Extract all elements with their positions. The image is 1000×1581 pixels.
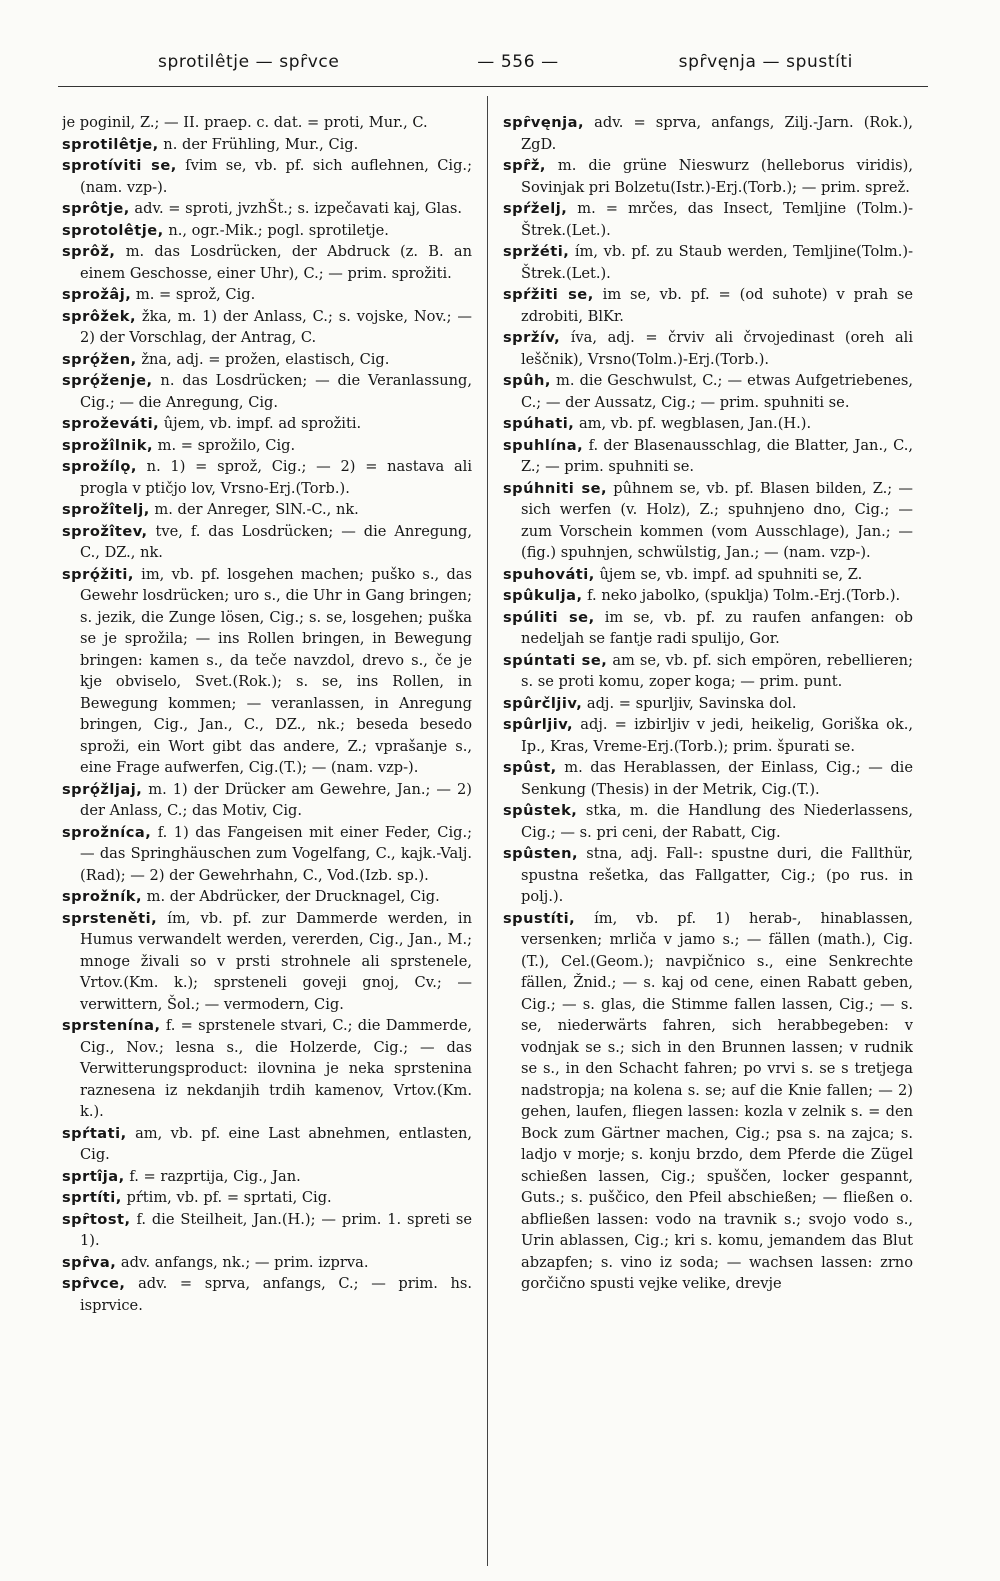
dictionary-entry [503,585,913,607]
dictionary-entry [503,478,913,564]
entry-headword: spúhniti se, [503,479,608,497]
entry-definition: f. der Blasenausschlag, die Blatter, Jan., C., Z.; — prim. spuhniti se. [521,436,913,475]
entry-definition: m. die Geschwulst, C.; — etwas Aufgetriebenes, C.; — der Aussatz, Cig.; — prim. spuhniti se. [521,372,913,411]
entry-headword: sprtíti, [62,1189,122,1206]
page-number: — 556 — [477,52,559,72]
entry-definition: f. neko jabolko, (spuklja) Tolm.-Erj.(Torb.). [587,587,901,604]
entry-headword: sprôž, [62,243,116,260]
entry-headword: spȓtost, [62,1210,131,1228]
entry-headword: sproževáti, [62,415,160,432]
entry-definition: adv. = sprva, anfangs, Zilj.-Jarn. (Rok.), ZgD. [521,114,913,153]
entry-headword: spûh, [503,372,551,389]
entry-headword: sprožîlnik, [62,436,153,454]
entry-headword: sprotíviti se, [62,157,177,174]
entry-headword: sprôtje, [62,200,130,217]
entry-headword: spŕžiti se, [503,286,594,303]
entry-definition: ím, vb. pf. zur Dammerde werden, in Humus verwandelt werden, vererden, Cig., Jan., M.; mnoge živali so v prsti strohnele ali sprstenele, Vrtov.(Km. k.); sprsteneli goveji gnoj, Cv.; — verwittern, Šol.; — vermodern, Cig. [80,909,472,1013]
entry-headword: sprtîja, [62,1167,125,1185]
entry-definition: m. das Herablassen, der Einlass, Cig.; — die Senkung (Thesis) in der Metrik, Cig.(T.). [521,759,913,798]
entry-headword: spȓva, [62,1253,117,1271]
dictionary-entry [62,1252,472,1274]
dictionary-entry [62,1123,472,1166]
dictionary-entry [62,306,472,349]
entry-headword: spûkulja, [503,587,583,604]
right-column [503,112,913,1557]
entry-definition: žna, adj. = prožen, elastisch, Cig. [141,350,390,368]
entry-definition: am, vb. pf. eine Last abnehmen, entlasten, Cig. [80,1124,472,1163]
entry-definition: stka, m. die Handlung des Niederlassens, Cig.; — s. pri ceni, der Rabatt, Cig. [521,802,913,841]
entry-headword: spržéti, [503,243,570,260]
dictionary-entry [62,349,472,371]
dictionary-entry [62,886,472,908]
entry-headword: spûst, [503,759,557,776]
entry-definition: m. = mrčes, das Insect, Temljine (Tolm.)-Štrek.(Let.). [521,200,913,239]
entry-headword: sprǫ́žljaj, [62,780,143,798]
entry-headword: spûrljiv, [503,716,574,733]
entry-definition: stna, adj. Fall-: spustne duri, die Fallthür, spustna rešetka, das Fallgatter, Cig.; (po rus. in polj.). [521,845,913,905]
left-column [62,112,472,1557]
entry-definition: m. der Anreger, SlN.-C., nk. [154,501,359,518]
dictionary-entry [503,435,913,478]
dictionary-entry [503,908,913,1295]
dictionary-entry [503,757,913,800]
entry-definition: adj. = izbirljiv v jedi, heikelig, Goriška ok., Ip., Kras, Vreme-Erj.(Torb.); prim. špurati se. [521,716,913,755]
entry-headword: spŕtati, [62,1124,127,1142]
dictionary-entry [503,693,913,715]
entry-headword: sprǫ́žen, [62,350,137,368]
entry-definition: pŕtim, vb. pf. = sprtati, Cig. [126,1189,332,1206]
entry-definition: n. das Losdrücken; — die Veranlassung, Cig.; — die Anregung, Cig. [80,372,472,411]
entry-headword: spȓvęnja, [503,114,585,131]
dictionary-entry [62,370,472,413]
dictionary-entry [62,134,472,156]
entry-headword: sprožîtev, [62,522,148,540]
entry-definition: m. das Losdrücken, der Abdruck (z. B. an einem Geschosse, einer Uhr), C.; — prim. sprožiti. [80,243,472,282]
entry-headword: spȓž, [503,157,546,174]
header-left-guide-words: sprotilêtje — spȓvce [158,52,340,72]
entry-headword: spustíti, [503,909,576,927]
entry-headword: spûrčljiv, [503,694,583,712]
dictionary-entry [62,435,472,457]
entry-definition: adj. = spurljiv, Savinska dol. [586,694,797,712]
dictionary-entry [62,822,472,887]
dictionary-entry [62,155,472,198]
entry-definition: žka, m. 1) der Anlass, C.; s. vojske, Nov.; — 2) der Vorschlag, der Antrag, C. [80,307,472,346]
dictionary-entry [62,779,472,822]
entry-definition: ſvim se, vb. pf. sich auflehnen, Cig.; (nam. vzp-). [80,157,472,196]
entry-headword: spŕželj, [503,200,568,217]
entry-definition: f. 1) das Fangeisen mit einer Feder, Cig.; — das Springhäuschen zum Vogelfang, C., kajk.-Valj.(Rad); — 2) der Gewehrhahn, C., Vod.(Izb. sp.). [80,823,472,884]
entry-headword: sprôžek, [62,307,136,325]
entry-headword: spúhati, [503,415,575,432]
header-right-guide-words: spȓvęnja — spustíti [678,52,853,72]
page-header [58,52,938,82]
entry-definition: im, vb. pf. losgehen machen; puško s., das Gewehr losdrücken; uro s., die Uhr in Gang bringen; s. jezik, die Zunge lösen, Cig.; s. se, losgehen; puška se je sprožila; — ins Rollen bringen, in Bewegung bringen: kamen s., da teče navzdol, drevo s., če je kje obviselo, Svet.(Rok.); s. se, ins Rollen, in Bewegung kommen; — veranlassen, in Anregung bringen, Cig., Jan., C., DZ., nk.; beseda besedo sproži, ein Wort gibt das andere, Z.; vprašanje s., eine Frage aufwerfen, Cig.(T.); — (nam. vzp-). [80,565,472,776]
entry-headword: spúntati se, [503,651,608,669]
entry-headword: sprožník, [62,888,142,905]
entry-definition: m. 1) der Drücker am Gewehre, Jan.; — 2) der Anlass, C.; das Motiv, Cig. [80,780,472,819]
dictionary-entry [503,714,913,757]
entry-definition: n., ogr.-Mik.; pogl. sprotiletje. [168,221,389,239]
entry-definition: am, vb. pf. wegblasen, Jan.(H.). [578,415,812,432]
entry-definition: n. 1) = sprož, Cig.; — 2) = nastava ali progla v ptičjo lov, Vrsno-Erj.(Torb.). [80,458,472,497]
entry-definition: m. die grüne Nieswurz (helleborus viridis), Sovinjak pri Bolzetu(Istr.)-Erj.(Torb.); — prim. sprež. [521,157,913,196]
entry-headword: sprožílǫ, [62,458,137,475]
entry-headword: spržív, [503,329,561,346]
entry-definition: f. die Steilheit, Jan.(H.); — prim. 1. spreti se 1). [80,1210,472,1249]
dictionary-entry [62,1273,472,1316]
dictionary-entry [503,607,913,650]
entry-headword: sprotolêtje, [62,221,164,239]
entry-headword: spuhováti, [503,565,595,583]
dictionary-entry [503,413,913,435]
entry-headword: spȓvce, [62,1275,126,1292]
dictionary-entry [62,521,472,564]
entry-definition: ím, vb. pf. zu Staub werden, Temljine(Tolm.)-Štrek.(Let.). [521,243,913,282]
entry-definition: tve, f. das Losdrücken; — die Anregung, C., DZ., nk. [80,522,472,561]
dictionary-entry [62,413,472,435]
dictionary-entry [503,284,913,327]
dictionary-entry [503,327,913,370]
entry-definition: am se, vb. pf. sich empören, rebellieren; s. se proti komu, zoper koga; — prim. punt. [521,651,913,690]
dictionary-entry [62,220,472,242]
entry-definition: ûjem se, vb. impf. ad spuhniti se, Z. [599,565,863,583]
entry-headword: spûsten, [503,845,579,862]
entry-headword: spûstek, [503,802,578,819]
entry-definition: pûhnem se, vb. pf. Blasen bilden, Z.; — sich werfen (v. Holz), Z.; spuhnjeno dno, Cig.; — zum Vorschein kommen (vom Ausschlage), Jan.; — (fig.) spuhnjen, schwülstig, Jan.; — (nam. vzp-). [521,479,913,561]
entry-headword: sprǫ́ženje, [62,372,153,389]
entry-definition: adv. = sprva, anfangs, C.; — prim. hs. isprvice. [80,1275,472,1314]
entry-headword: sprsteněti, [62,909,158,927]
dictionary-entry [62,1187,472,1209]
dictionary-entry [62,1209,472,1252]
entry-headword: sprožníca, [62,823,152,841]
entry-definition: je poginil, Z.; — II. praep. c. dat. = proti, Mur., C. [62,114,428,131]
dictionary-entry [62,456,472,499]
dictionary-entry [62,908,472,1016]
entry-definition: íva, adj. = črviv ali črvojedinast (oreh ali leščnik), Vrsno(Tolm.)-Erj.(Torb.). [521,329,913,368]
entry-definition: adv. anfangs, nk.; — prim. izprva. [120,1253,369,1271]
entry-headword: sprožâj, [62,286,132,303]
entry-definition: adv. = sproti, jvzhŠt.; s. izpečavati kaj, Glas. [134,200,463,217]
entry-headword: sprstenína, [62,1017,161,1034]
entry-headword: spúliti se, [503,608,595,626]
entry-headword: sprotilêtje, [62,135,159,153]
dictionary-entry [503,155,913,198]
dictionary-entry [503,650,913,693]
dictionary-entry [62,241,472,284]
dictionary-entry [62,198,472,220]
entry-definition: m. der Abdrücker, der Drucknagel, Cig. [146,888,440,905]
dictionary-entry [503,564,913,586]
entry-definition: m. = sprožilo, Cig. [157,436,296,454]
dictionary-entry [503,198,913,241]
entry-headword: spuhlína, [503,436,584,454]
dictionary-entry [62,499,472,521]
dictionary-entry [503,843,913,908]
header-rule [58,86,928,87]
entry-definition: m. = sprož, Cig. [135,286,256,303]
entry-definition: f. = sprstenele stvari, C.; die Dammerde, Cig., Nov.; lesna s., die Holzerde, Cig.; — das Verwitterungsproduct: ilovnina je neka sprstenina raznesena iz nekdanjih trdih kamenov, Vrtov.(Km. k.). [80,1017,472,1120]
entry-definition: im se, vb. pf. = (od suhote) v prah se zdrobiti, BlKr. [521,286,913,325]
entry-definition: ûjem, vb. impf. ad sprožiti. [163,415,362,432]
dictionary-entry [503,112,913,155]
entry-definition: im se, vb. pf. zu raufen anfangen: ob nedeljah se fantje radi spulijo, Gor. [521,608,913,647]
entry-headword: sprǫ́žiti, [62,565,134,583]
entry-headword: sprožîtelj, [62,501,150,518]
dictionary-entry [62,284,472,306]
column-divider [487,96,488,1566]
dictionary-entry [503,800,913,843]
dictionary-entry [503,241,913,284]
dictionary-entry [62,1166,472,1188]
dictionary-entry [503,370,913,413]
entry-definition: f. = razprtija, Cig., Jan. [129,1167,301,1185]
dictionary-entry [62,1015,472,1123]
dictionary-entry [62,564,472,779]
entry-definition: n. der Frühling, Mur., Cig. [163,135,359,153]
dictionary-entry [62,112,472,134]
entry-definition: ím, vb. pf. 1) herab-, hinablassen, versenken; mrliča v jamo s.; — fällen (math.), Cig.(T.), Cel.(Geom.); navpičnico s., eine Senkrechte fällen, Žnid.; — s. kaj od cene, einen Rabatt geben, Cig.; — s. glas, die Stimme fallen lassen, Cig.; — s. se, niederwärts fahren, sich herabbegeben: v vodnjak se s.; sich in den Brunnen lassen; v rudnik se s., in den Schacht fahren; po vrvi s. se s tretjega nadstropja; na kolena s. se; auf die Knie fallen; — 2) gehen, laufen, fliegen lassen: kozla v zelnik s. = den Bock zum Gärtner machen, Cig.; psa s. na zajca; s. ladjo v morje; s. konju brzdo, dem Pferde die Zügel schießen lassen, Cig.; spuščen, locker gespannt, Guts.; s. puščico, den Pfeil abschießen; — fließen o. abfließen lassen: vodo na travnik s.; svojo vodo s., Urin ablassen, Cig.; kri s. komu, jemandem das Blut abzapfen; s. vino iz soda; — wachsen lassen: zrno gorčično spusti vejke velike, drevje [521,909,913,1292]
